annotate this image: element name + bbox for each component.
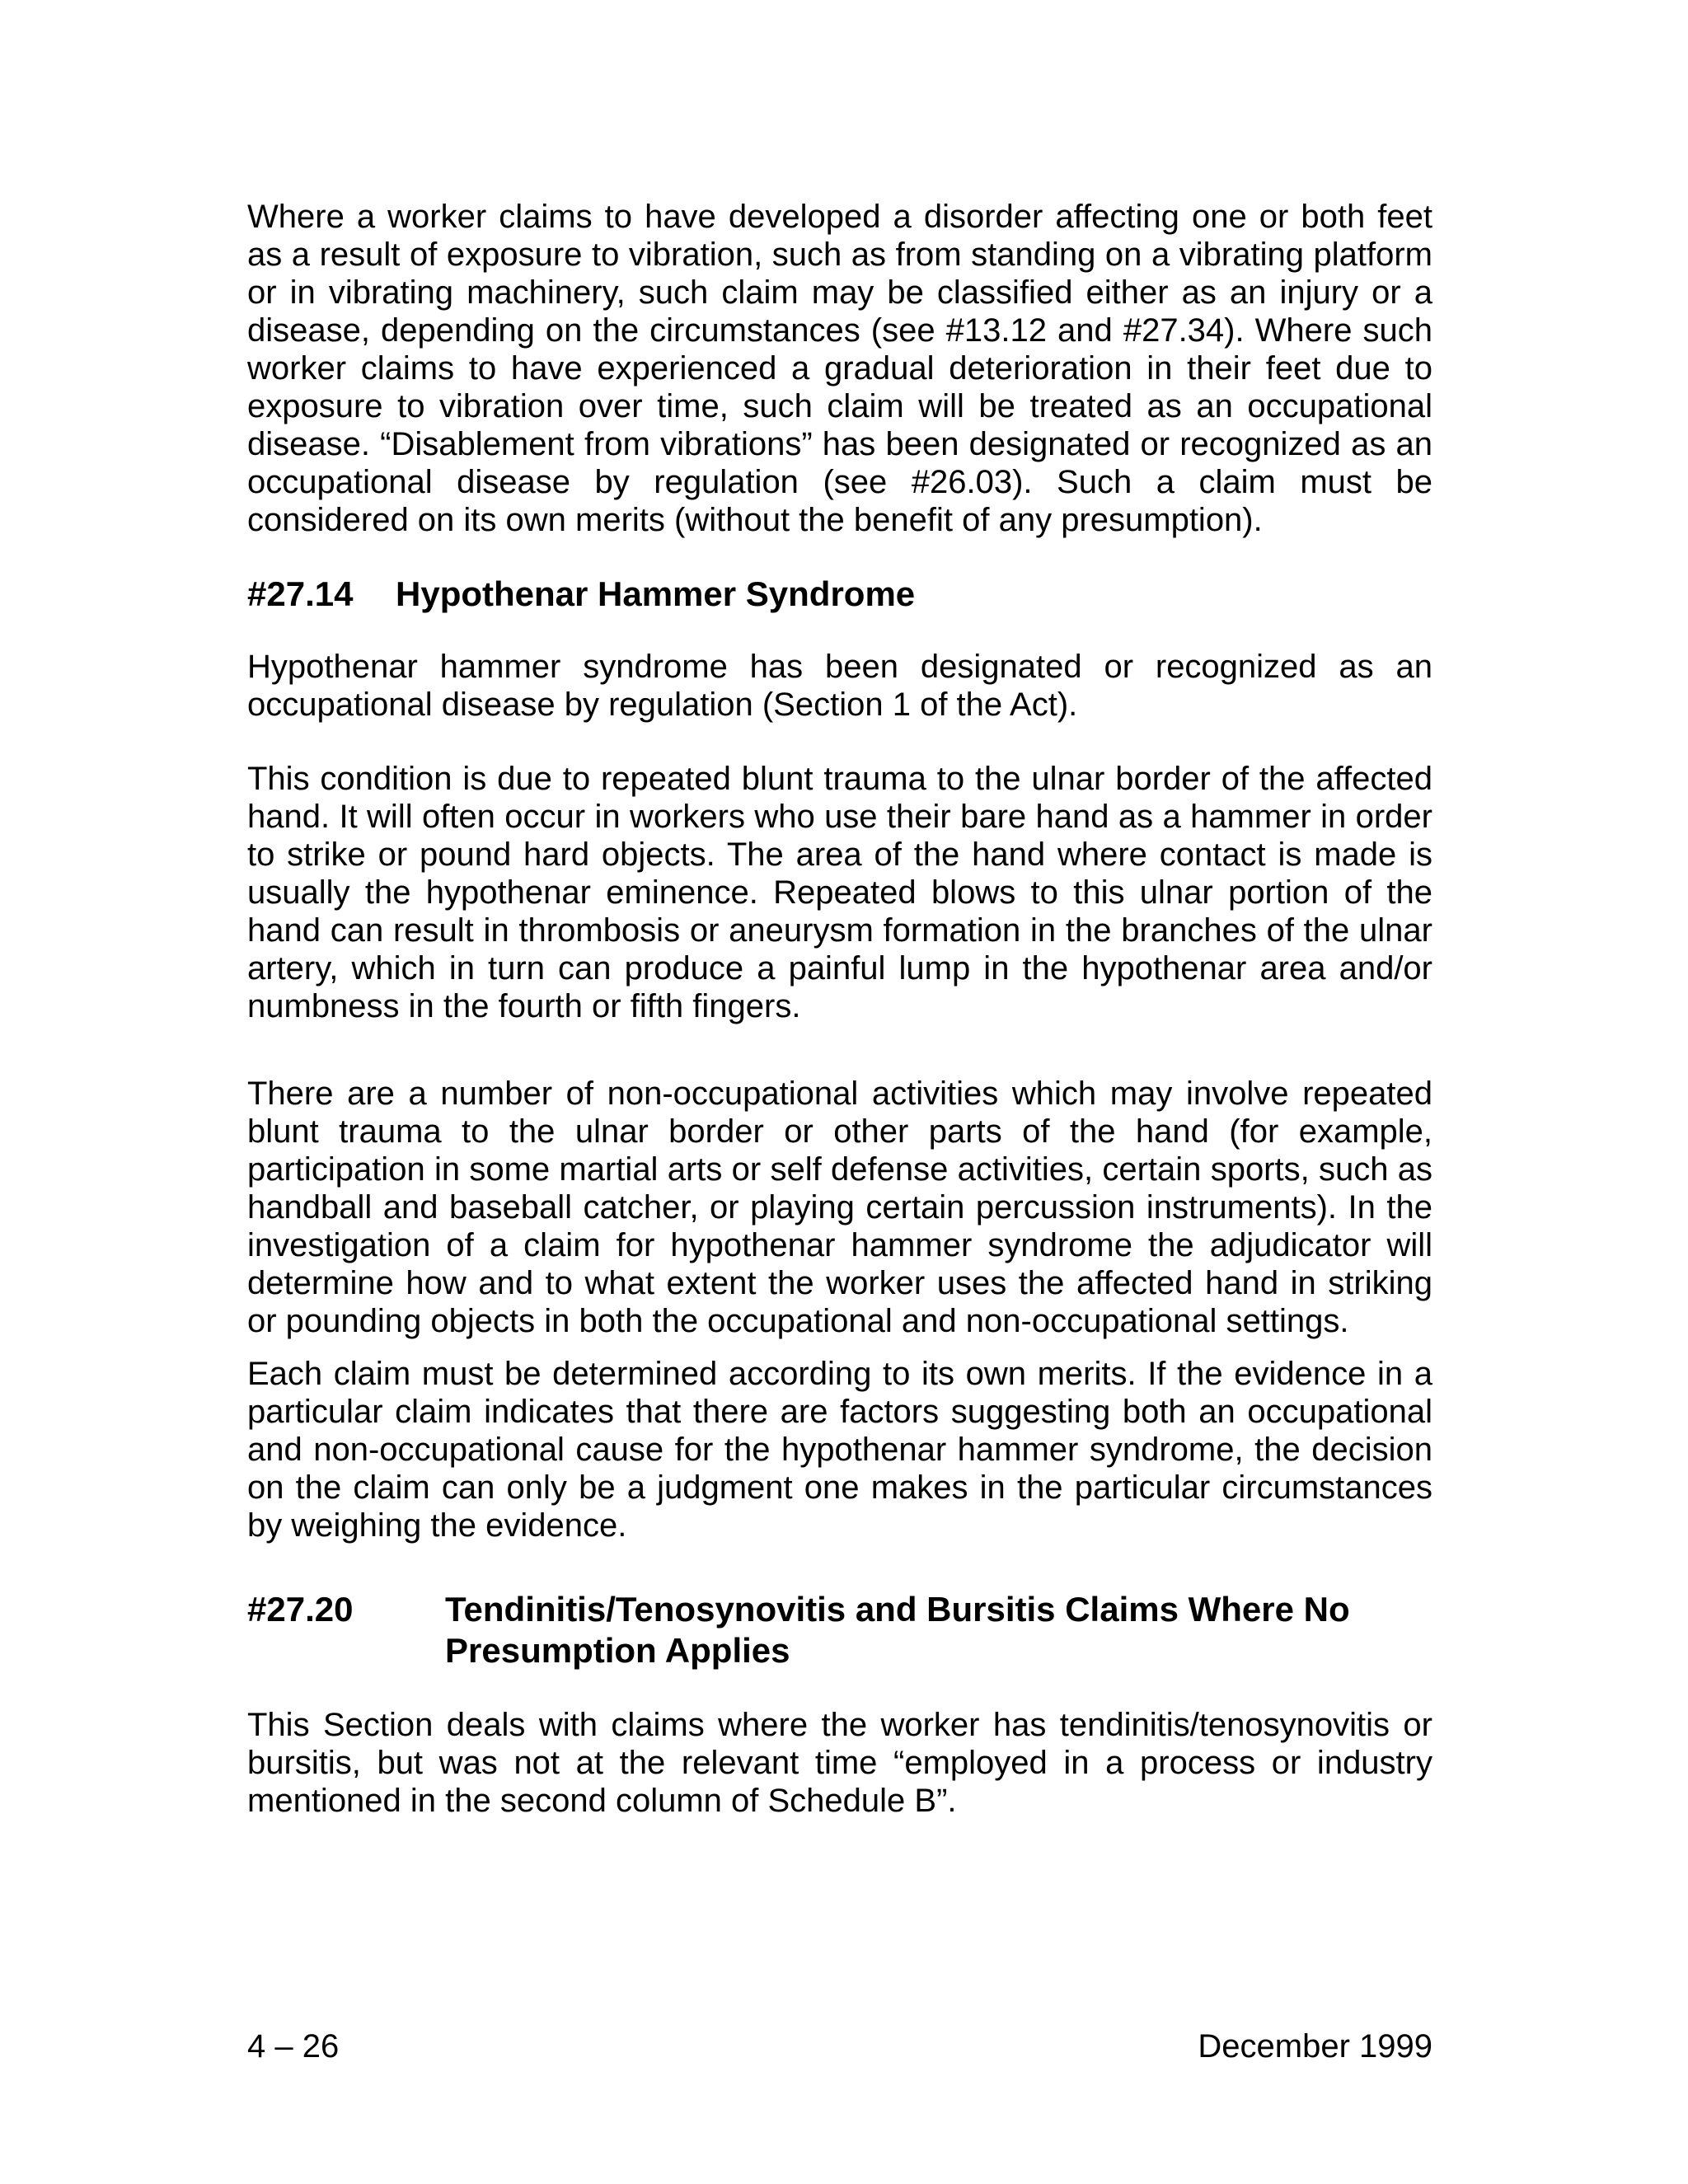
paragraph-vibration-feet: Where a worker claims to have developed a disorder affecting one or both feet as a result of exposure to vibration, such as from standing on a vibrating platform or in vibrating machinery, such claim may be classified either as an injury or a disease, depending on the circumstances (see #13.12 and #27.34). Where such worker claims to have experienced a gradual deterioration in their feet due to exposure to vibration over time, such claim will be treated as an occupational disease. “Disablement from vibrations” has been designated or recognized as an occupational disease by regulation (see #26.03). Such a claim must be considered on its own merits (without the benefit of any presumption). [247, 199, 1432, 538]
section-number: #27.14 [247, 574, 354, 613]
section-heading-27-14 [247, 574, 1432, 615]
section-number: #27.20 [247, 1590, 354, 1629]
section-title: Hypothenar Hammer Syndrome [396, 574, 916, 613]
section-title: Tendinitis/Tenosynovitis and Bursitis Claims Where No Presumption Applies [445, 1590, 1350, 1670]
document-body [247, 198, 1432, 1820]
paragraph-hhs-designation: Hypothenar hammer syndrome has been designated or recognized as an occupational disease by regulation (Section 1 of the Act). [247, 649, 1432, 723]
paragraph-claim-merits: Each claim must be determined according to its own merits. If the evidence in a particular claim indicates that there are factors suggesting both an occupational and non-occupational cause for the hypothenar hammer syndrome, the decision on the claim can only be a judgment one makes in the particular circumstances by weighing the evidence. [247, 1356, 1432, 1544]
paragraph-non-occupational-activities: There are a number of non-occupational activities which may involve repeated blunt trauma to the ulnar border or other parts of the hand (for example, participation in some martial arts or self defense activities, certain sports, such as handball and baseball catcher, or playing certain percussion instruments). In the investigation of a claim for hypothenar hammer syndrome the adjudicator will determine how and to what extent the worker uses the affected hand in striking or pounding objects in both the occupational and non-occupational settings. [247, 1076, 1432, 1339]
paragraph-tendinitis-scope: This Section deals with claims where the worker has tendinitis/tenosynovitis or bursitis, but was not at the relevant time “employed in a process or industry mentioned in the second column of Schedule B”. [247, 1707, 1432, 1819]
section-heading-27-20 [247, 1589, 1432, 1671]
page-footer [247, 2027, 1432, 2065]
paragraph-hhs-cause: This condition is due to repeated blunt trauma to the ulnar border of the affected hand. It will often occur in workers who use their bare hand as a hammer in order to strike or pound hard objects. The area of the hand where contact is made is usually the hypothenar eminence. Repeated blows to this ulnar portion of the hand can result in thrombosis or aneurysm formation in the branches of the ulnar artery, which in turn can produce a painful lump in the hypothenar area and/or numbness in the fourth or fifth fingers. [247, 761, 1432, 1024]
page-number: 4 – 26 [247, 2028, 340, 2064]
footer-date: December 1999 [1198, 2028, 1432, 2064]
